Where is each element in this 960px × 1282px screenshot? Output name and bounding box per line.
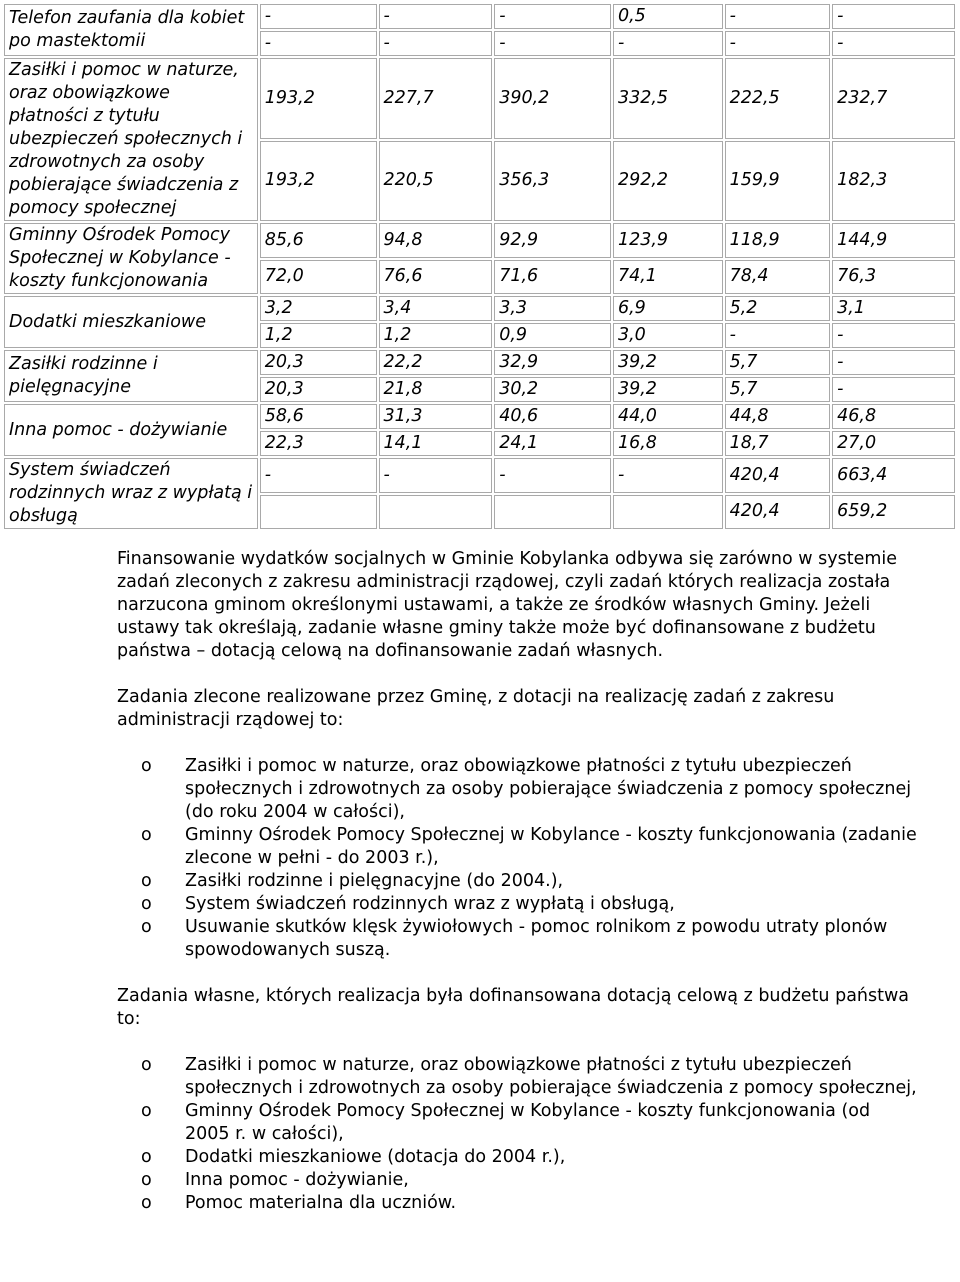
table-row — [4, 296, 955, 321]
table-cell: 3,3 — [494, 296, 611, 321]
table-cell: 232,7 — [832, 58, 955, 139]
zlecone-item-text: Gminny Ośrodek Pomocy Społecznej w Kobylance - koszty funkcjonowania (zadanie zlecone w pełni - do 2003 r.), — [185, 825, 917, 868]
table-cell: 72,0 — [260, 260, 377, 295]
table-cell: 21,8 — [379, 377, 493, 402]
wlasne-item-text: Dodatki mieszkaniowe (dotacja do 2004 r.), — [185, 1147, 566, 1167]
row-label: Gminny Ośrodek Pomocy Społecznej w Kobylance - koszty funkcjonowania — [4, 223, 258, 294]
table-cell: 3,2 — [260, 296, 377, 321]
zlecone-item-text: Zasiłki i pomoc w naturze, oraz obowiązkowe płatności z tytułu ubezpieczeń społecznych i zdrowotnych za osoby pobierające świadczenia z pomocy społecznej (do roku 2004 w całości), — [185, 756, 912, 822]
table-cell: - — [494, 31, 611, 56]
table-cell: - — [494, 458, 611, 493]
table-cell: 420,4 — [725, 495, 831, 530]
table-cell — [494, 495, 611, 530]
table-cell: - — [379, 31, 493, 56]
bullet-icon: o — [141, 1170, 152, 1190]
table-cell: - — [613, 458, 723, 493]
table-cell: 5,7 — [725, 377, 831, 402]
zlecone-list-item — [117, 893, 917, 916]
row-label: Inna pomoc - dożywianie — [4, 404, 258, 456]
bullet-icon: o — [141, 1193, 152, 1213]
table-cell: 222,5 — [725, 58, 831, 139]
table-cell: - — [260, 4, 377, 29]
table-cell: 659,2 — [832, 495, 955, 530]
table-cell: 74,1 — [613, 260, 723, 295]
table-cell: 0,9 — [494, 323, 611, 348]
table-cell: 5,7 — [725, 350, 831, 375]
table-cell: 44,0 — [613, 404, 723, 429]
zlecone-heading: Zadania zlecone realizowane przez Gminę, z dotacji na realizację zadań z zakresu administracji rządowej to: — [117, 687, 835, 730]
table-cell: 5,2 — [725, 296, 831, 321]
table-row — [4, 223, 955, 258]
table-cell: 20,3 — [260, 377, 377, 402]
table-cell: - — [832, 323, 955, 348]
table-cell: 193,2 — [260, 58, 377, 139]
zlecone-list-item — [117, 870, 917, 893]
table-cell: 30,2 — [494, 377, 611, 402]
table-cell: 39,2 — [613, 350, 723, 375]
table-cell: 22,3 — [260, 431, 377, 456]
wlasne-list-item — [117, 1146, 917, 1169]
zlecone-item-text: Zasiłki rodzinne i pielęgnacyjne (do 2004.), — [185, 871, 564, 891]
wlasne-item-text: Pomoc materialna dla uczniów. — [185, 1193, 457, 1213]
table-row — [4, 458, 955, 493]
table-cell — [260, 495, 377, 530]
table-cell: 94,8 — [379, 223, 493, 258]
table-cell: 71,6 — [494, 260, 611, 295]
table-row — [4, 4, 955, 29]
table-cell: 118,9 — [725, 223, 831, 258]
table-cell: 16,8 — [613, 431, 723, 456]
bullet-icon: o — [141, 1101, 152, 1121]
table-cell: 31,3 — [379, 404, 493, 429]
table-cell: - — [379, 458, 493, 493]
table-cell: 22,2 — [379, 350, 493, 375]
prose-section — [117, 548, 917, 1215]
table-cell: - — [725, 4, 831, 29]
table-cell: - — [260, 31, 377, 56]
table-cell: 76,3 — [832, 260, 955, 295]
table-cell: 193,2 — [260, 141, 377, 222]
row-label: Telefon zaufania dla kobiet po mastektomii — [4, 4, 258, 56]
table-cell: 3,4 — [379, 296, 493, 321]
table-cell: 92,9 — [494, 223, 611, 258]
table-cell — [379, 495, 493, 530]
table-cell: 123,9 — [613, 223, 723, 258]
expenditure-table-wrapper — [2, 2, 957, 531]
table-row — [4, 58, 955, 139]
table-cell: 227,7 — [379, 58, 493, 139]
zlecone-list-item — [117, 755, 917, 824]
expenditure-table — [2, 2, 957, 531]
zlecone-list-item — [117, 916, 917, 962]
table-cell: 6,9 — [613, 296, 723, 321]
table-cell: 3,0 — [613, 323, 723, 348]
row-label: Dodatki mieszkaniowe — [4, 296, 258, 348]
bullet-icon: o — [141, 825, 152, 845]
table-cell: - — [832, 350, 955, 375]
table-cell: 0,5 — [613, 4, 723, 29]
wlasne-list — [117, 1054, 917, 1215]
table-cell: 332,5 — [613, 58, 723, 139]
table-cell: - — [725, 323, 831, 348]
row-label: System świadczeń rodzinnych wraz z wypłatą i obsługą — [4, 458, 258, 529]
table-cell: 58,6 — [260, 404, 377, 429]
table-cell: 24,1 — [494, 431, 611, 456]
table-cell: 420,4 — [725, 458, 831, 493]
table-cell: 144,9 — [832, 223, 955, 258]
table-cell: 46,8 — [832, 404, 955, 429]
table-cell: 78,4 — [725, 260, 831, 295]
table-cell: 1,2 — [260, 323, 377, 348]
wlasne-list-item — [117, 1192, 917, 1215]
zlecone-item-text: System świadczeń rodzinnych wraz z wypłatą i obsługą, — [185, 894, 675, 914]
table-cell: 14,1 — [379, 431, 493, 456]
table-cell: 44,8 — [725, 404, 831, 429]
table-cell: 85,6 — [260, 223, 377, 258]
bullet-icon: o — [141, 917, 152, 937]
bullet-icon: o — [141, 1055, 152, 1075]
table-cell: 18,7 — [725, 431, 831, 456]
table-cell: 356,3 — [494, 141, 611, 222]
wlasne-list-item — [117, 1054, 917, 1100]
table-cell — [613, 495, 723, 530]
table-cell: 220,5 — [379, 141, 493, 222]
table-cell: 3,1 — [832, 296, 955, 321]
table-cell: 27,0 — [832, 431, 955, 456]
table-cell: 182,3 — [832, 141, 955, 222]
table-cell: 1,2 — [379, 323, 493, 348]
table-body — [4, 4, 955, 529]
table-cell: - — [832, 4, 955, 29]
wlasne-item-text: Zasiłki i pomoc w naturze, oraz obowiązkowe płatności z tytułu ubezpieczeń społecznych i zdrowotnych za osoby pobierające świadczenia z pomocy społecznej, — [185, 1055, 917, 1098]
bullet-icon: o — [141, 756, 152, 776]
table-cell: 39,2 — [613, 377, 723, 402]
wlasne-heading: Zadania własne, których realizacja była dofinansowana dotacją celową z budżetu państwa to: — [117, 986, 910, 1029]
zlecone-item-text: Usuwanie skutków klęsk żywiołowych - pomoc rolnikom z powodu utraty plonów spowodowanych suszą. — [185, 917, 888, 960]
table-cell: 40,6 — [494, 404, 611, 429]
table-cell: - — [725, 31, 831, 56]
row-label: Zasiłki rodzinne i pielęgnacyjne — [4, 350, 258, 402]
wlasne-item-text: Gminny Ośrodek Pomocy Społecznej w Kobylance - koszty funkcjonowania (od 2005 r. w całości), — [185, 1101, 871, 1144]
table-cell: 292,2 — [613, 141, 723, 222]
bullet-icon: o — [141, 1147, 152, 1167]
wlasne-list-item — [117, 1169, 917, 1192]
row-label: Zasiłki i pomoc w naturze, oraz obowiązkowe płatności z tytułu ubezpieczeń społecznych i zdrowotnych za osoby pobierające świadczenia z pomocy społecznej — [4, 58, 258, 221]
table-cell: 663,4 — [832, 458, 955, 493]
table-row — [4, 404, 955, 429]
zlecone-list-item — [117, 824, 917, 870]
bullet-icon: o — [141, 871, 152, 891]
table-row — [4, 350, 955, 375]
table-cell: - — [832, 31, 955, 56]
bullet-icon: o — [141, 894, 152, 914]
table-cell: - — [832, 377, 955, 402]
table-cell: 159,9 — [725, 141, 831, 222]
table-cell: - — [613, 31, 723, 56]
intro-paragraph: Finansowanie wydatków socjalnych w Gminie Kobylanka odbywa się zarówno w systemie zadań zleconych z zakresu administracji rządowej, czyli zadań których realizacja została narzucona gminom określonymi ustawami, a także ze środków własnych Gminy. Jeżeli ustawy tak określają, zadanie własne gminy także może być dofinansowane z budżetu państwa – dotacją celową na dofinansowanie zadań własnych. — [117, 549, 898, 661]
table-cell: 76,6 — [379, 260, 493, 295]
table-cell: 390,2 — [494, 58, 611, 139]
table-cell: - — [494, 4, 611, 29]
table-cell: 32,9 — [494, 350, 611, 375]
wlasne-list-item — [117, 1100, 917, 1146]
table-cell: - — [260, 458, 377, 493]
zlecone-list — [117, 755, 917, 962]
wlasne-item-text: Inna pomoc - dożywianie, — [185, 1170, 409, 1190]
table-cell: - — [379, 4, 493, 29]
table-cell: 20,3 — [260, 350, 377, 375]
